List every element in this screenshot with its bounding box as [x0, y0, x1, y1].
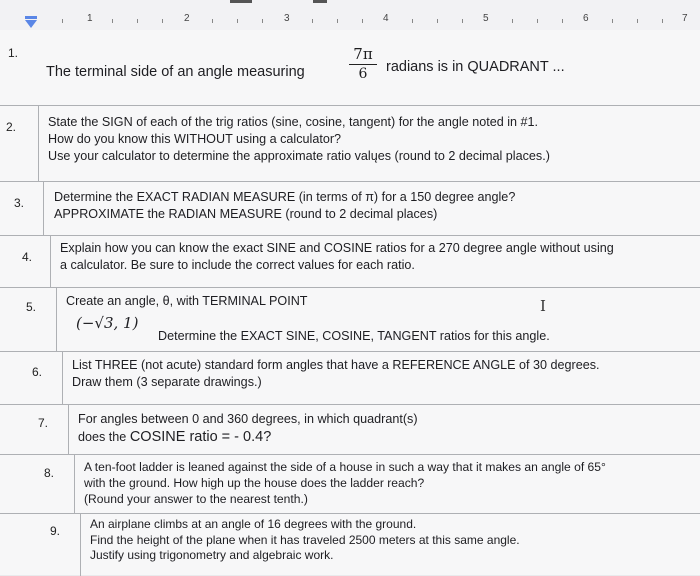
question-text: For angles between 0 and 360 degrees, in which quadrant(s) — [78, 412, 418, 426]
question-row-2[interactable] — [0, 105, 700, 182]
question-row-8[interactable] — [0, 454, 700, 514]
ruler-number: 6 — [583, 13, 589, 24]
ruler-number: 5 — [483, 13, 489, 24]
horizontal-ruler[interactable] — [0, 0, 700, 31]
ruler-indent-handle[interactable] — [230, 0, 252, 3]
question-row-4[interactable] — [0, 235, 700, 288]
question-number: 9. — [50, 524, 61, 538]
question-text: State the SIGN of each of the trig ratios (sine, cosine, tangent) for the angle noted in #1. How do you know this WITHOUT using a calculator? Use your calculator to determine the approximate ratio valųes (round to 2 decimal places.) — [48, 115, 550, 163]
question-text: Determine the EXACT SINE, COSINE, TANGENT ratios for this angle. — [158, 329, 550, 343]
question-number: 4. — [22, 250, 33, 264]
question-text: A ten-foot ladder is leaned against the side of a house in such a way that it makes an angle of 65° with the ground. How high up the house does the ladder reach? (Round your answer to the nearest tenth.) — [84, 460, 606, 506]
question-number: 2. — [6, 120, 17, 134]
question-text: Explain how you can know the exact SINE and COSINE ratios for a 270 degree angle without using a calculator. Be sure to include the correct values for each ratio. — [60, 241, 614, 272]
question-row-5[interactable] — [0, 287, 700, 352]
terminal-point: (−√3, 1) — [76, 314, 139, 332]
question-number: 7. — [38, 416, 49, 430]
question-number: 3. — [14, 196, 25, 210]
ruler-tab-handle[interactable] — [313, 0, 327, 3]
ruler-number: 4 — [383, 13, 389, 24]
ruler-first-line-indent-icon[interactable] — [25, 20, 37, 28]
question-text: List THREE (not acute) standard form angles that have a REFERENCE ANGLE of 30 degrees. Draw them (3 separate drawings.) — [72, 358, 600, 389]
question-text: does the COSINE ratio = - 0.4? — [78, 429, 272, 445]
question-row-9[interactable] — [0, 513, 700, 576]
question-row-1[interactable] — [0, 30, 700, 105]
question-text: Create an angle, θ, with TERMINAL POINT — [66, 294, 308, 308]
question-row-6[interactable] — [0, 351, 700, 405]
fraction-7pi-over-6: 7π 6 — [349, 45, 377, 82]
question-text: Determine the EXACT RADIAN MEASURE (in terms of π) for a 150 degree angle? APPROXIMATE the RADIAN MEASURE (round to 2 decimal places) — [54, 190, 516, 221]
question-row-3[interactable] — [0, 181, 700, 236]
question-text: The terminal side of an angle measuring — [46, 64, 305, 80]
ruler-number: 1 — [87, 13, 93, 24]
question-number: 1. — [8, 46, 19, 60]
ruler-number: 3 — [284, 13, 290, 24]
ruler-number: 7 — [682, 13, 688, 24]
question-text: radians is in QUADRANT ... — [386, 59, 565, 75]
question-number: 6. — [32, 365, 43, 379]
document-page[interactable] — [0, 30, 700, 575]
question-number: 5. — [26, 300, 37, 314]
text-cursor-icon: I — [540, 297, 546, 315]
question-text: An airplane climbs at an angle of 16 degrees with the ground. Find the height of the plane when it has traveled 2500 meters at this same angle. Justify using trigonometry and algebraic work. — [90, 517, 520, 562]
ruler-number: 2 — [184, 13, 190, 24]
ruler-left-indent-icon[interactable] — [25, 16, 37, 19]
question-row-7[interactable] — [0, 404, 700, 455]
question-number: 8. — [44, 466, 55, 480]
